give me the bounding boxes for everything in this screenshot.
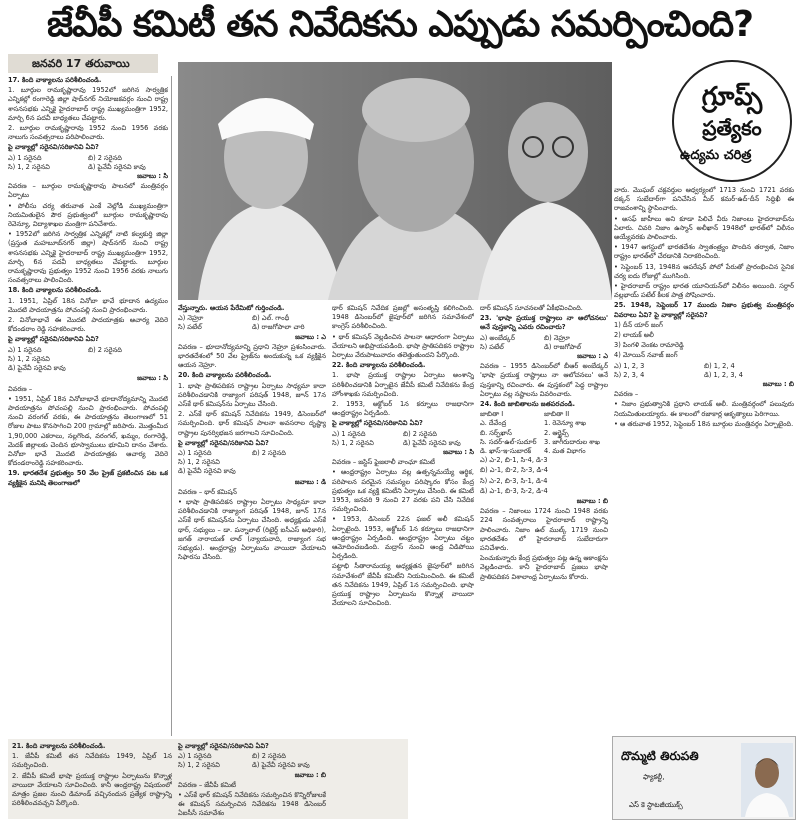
body-text: 1) దీన్ యార్ జంగ్ [614, 320, 663, 329]
body-text: వారు. మొఘల్ చక్రవర్తుల ఆధ్వర్యంలో 1713 నుంచి 1721 వరకు దక్కన్ సుబేదార్‌గా పనిచేసిన మీర్ కమర్-ఉద్-దీన్ సిద్దిఖీ ఈ రాజవంశాన్ని స్థాపించారు. [614, 186, 794, 213]
option: సి) పటేల్ [480, 342, 504, 351]
option: డి. ఖాస్-ఇ-సుబారక్ [480, 447, 532, 456]
option: 2. ఆర్ఖైవ్స్ [544, 428, 569, 437]
question-text: పై వాక్యాల్లో సరైనవి/సరికానివి ఏవి? [332, 419, 423, 428]
option: ఎ) 1 సరైనది [8, 345, 42, 354]
answer-options [178, 449, 326, 458]
option: బి) 1, 2, 4 [704, 361, 735, 370]
body-text: • 1952లో జరిగిన సార్వత్రిక ఎన్నికల్లో నాటి కల్వకుర్తి జిల్లా (ప్రస్తుత మహబూబ్‌నగర్ జిల్లా) షాద్‌నగర్ నుంచి రాష్ట్ర శాసనసభకు ఎన్నికై హైదరాబాద్ రాష్ట్ర ముఖ్యమంత్రిగా 1952, మార్చి 6న పదవీ బాధ్యతలు చేపట్టారు. బూర్గుల రామకృష్ణారావు ప్రభుత్వం 1952 నుంచి 1956 వరకు నాలుగు సంవత్సరాలు పాలించింది. [8, 230, 168, 285]
answer-options [480, 429, 608, 438]
body-text: 1. బూర్గుల రామకృష్ణారావు 1952లో జరిగిన సార్వత్రిక ఎన్నికల్లో రంగారెడ్డి జిల్లా షాద్‌నగర్ నియోజకవర్గం నుంచి రాష్ట్ర శాసనసభకు ఎన్నికై హైదరాబాద్ రాష్ట్ర ముఖ్యమంత్రిగా 1952, మార్చి 6న పదవీ బాధ్యతలు చేపట్టారు. [8, 86, 168, 122]
column-3 [178, 304, 326, 736]
answer-options [8, 154, 168, 163]
option: ఎ) అంబేడ్కర్ [480, 333, 515, 342]
body-text: వివరణ – నిజాంలు 1724 నుంచి 1948 వరకు 224 సంవత్సరాలు హైదరాబాద్ రాష్ట్రాన్ని పాలించారు. నిజాం ఉల్ ముల్క్ 1719 నుంచి భారతదేశం లో హైదరాబాద్ సుబేదారుగా పనిచేశారు. [480, 507, 608, 553]
option [88, 355, 168, 364]
option: 1. రెవెన్యూ శాఖ [544, 419, 586, 428]
leaders-photo [178, 62, 612, 300]
question-21 [12, 742, 172, 818]
question-text: 20. కింది వాక్యాలను పరిశీలించండి. [178, 371, 272, 380]
answer-options [332, 439, 474, 448]
body-text: పట్టాభి సీతారామయ్య అధ్యక్షతన జైపూర్‌లో జరిగిన సమావేశంలో జేవీపీ కమిటీని నియమించింది. ఈ కమిటీ తన నివేదికను 1949, ఏప్రిల్ 1న సమర్పించింది. భాషా ప్రయుక్త రాష్ట్రాల ఏర్పాటును కొన్నాళ్ల వాయిదా వేయాలని సూచించింది. [332, 562, 474, 608]
body-text: పెంచుకున్నారు కేంద్ర ప్రభుత్వం పట్ల ఉన్న ఆకాంక్షను వెల్లడించారు. కానీ హైదరాబాద్ ప్రజలు భాషా ప్రాతిపదికన విశాలాంధ్ర ఏర్పాటును కోరారు. [480, 554, 608, 581]
leaders-photo-illustration [178, 62, 612, 300]
body-text: • 1953, డిసెంబర్ 22న ఫజల్ అలీ కమిషన్ ఏర్పాటైంది. 1953, అక్టోబర్ 1న కర్నూలు రాజధానిగా ఆంధ్రరాష్ట్రం ఏర్పడింది. ఆంధ్రరాష్ట్రం ఏర్పాటు చట్టం ఆమోదించబడింది. మద్రాస్ నుంచి ఆంధ్ర విడిపోయి ఏర్పడింది. [332, 515, 474, 561]
answer-key: జవాబు : బి [762, 380, 794, 389]
body-text: • సెప్టెంబర్ 13, 1948న ఆపరేషన్ పోలో పేరుతో ప్రారంభించిన సైనిక చర్య ఐదు రోజుల్లో ముగిసింది. [614, 262, 794, 280]
question-21-options [178, 742, 326, 818]
column-1 [8, 76, 168, 736]
question-text: 17. కింది వాక్యాలను పరిశీలించండి. [8, 76, 102, 84]
question-text: పై వాక్యాల్లో సరైనవి/సరికానివి ఏవి? [8, 335, 99, 344]
question-text: 18. కింది వాక్యాలను పరిశీలించండి. [8, 286, 102, 295]
answer-options [178, 458, 326, 467]
author-box [612, 736, 796, 820]
option: సి) 2, 3, 4 [614, 370, 645, 379]
option: డి) పైవేవీ సరైనవి కావు [403, 438, 461, 447]
answer-key: జవాబు : ఎ [577, 352, 608, 361]
option: బి. సర్ఫ్‌ఖాస్ [480, 428, 512, 437]
option: డి) పైవేవీ సరైనవి కావు [252, 761, 310, 770]
body-text: 1. భాషా ప్రాతిపదికన రాష్ట్రాల ఏర్పాటు సాధ్యమా కాదా పరిశీలించడానికి రాజ్యాంగ పరిషత్ 1948, జూన్ 17న ఎస్‌కే థార్ కమిషన్‌ను ఏర్పాటు చేసింది. [178, 381, 326, 409]
option: బి) నెహ్రూ [544, 333, 570, 342]
option: బి) 2 సరైనది [252, 449, 286, 458]
answer-key: జవాబు : డి [294, 477, 326, 486]
body-text: వివరణ – బూర్గుల రామకృష్ణారావు పాలనలో మంత్రివర్గం ఏర్పాటు [8, 182, 168, 200]
answer-options [480, 334, 608, 343]
body-text: వివరణ – జేవీపీ కమిటీ [178, 780, 237, 789]
option: సి) 1, 2 సరైనవి [8, 354, 50, 363]
body-text: దార్ కమిషన్ సూచనలతో ఏకీభవించింది. [480, 304, 583, 312]
answer-options [480, 419, 608, 428]
badge-line-2: ప్రత్యేకం [702, 116, 762, 140]
body-text: వివరణ – థార్ కమిషన్ [178, 487, 237, 496]
answer-options [8, 346, 168, 355]
option: సి) 1, 2 సరైనవి [332, 438, 374, 447]
question-text: 22. కింది వాక్యాలను పరిశీలించండి. [332, 361, 426, 370]
groups-special-badge [672, 60, 792, 182]
option: ఎ) 1 సరైనది [178, 449, 212, 458]
author-photo [741, 743, 793, 817]
option: 4. మత విభాగం [544, 447, 586, 456]
headline: జేవీపీ కమిటీ తన నివేదికను ఎప్పుడు సమర్పించింది? [46, 4, 754, 45]
body-text: • ఆ తరువాత 1952, సెప్టెంబర్ 18న బూర్గుల మంత్రివర్గం ఏర్పాటైంది. [614, 419, 794, 428]
answer-options [8, 163, 168, 172]
option: సి) 1, 2 సరైనవి [8, 162, 50, 171]
body-text: • ఆంధ్రరాష్ట్రం ఏర్పాటు వల్ల ఉత్పన్నమయ్యే ఆర్థిక, పరిపాలన పరమైన సమస్యల పరిష్కారం కోసం కేంద్ర ప్రభుత్వం ఒక వ్యక్తి కమిటీని ఏర్పాటు చేసింది. ఈ కమిటీ 1953, జనవరి 9 నుంచి 27 వరకు పని చేసి నివేదిక సమర్పించింది. [332, 468, 474, 514]
body-text: • హైదరాబాద్ రాష్ట్రం భారత యూనియన్‌లో విలీనం అయింది. సర్దార్ వల్లభాయ్ పటేల్ కీలక పాత్ర పోషించారు. [614, 282, 794, 300]
option: 3. జాగీరుదారుల శాఖ [544, 437, 600, 446]
question-text: పై వాక్యాల్లో సరైనవి/సరికానివి ఏవి? [178, 742, 269, 750]
body-text: • నిజాం ప్రభుత్వానికి ప్రధాని లాయక్ అలీ. మంత్రివర్గంలో పలువురు నియమితులయ్యారు. ఈ కాలంలో రజాకార్ల అకృత్యాలు పెరిగాయి. [614, 400, 794, 418]
answer-options [480, 410, 608, 419]
body-text: 2. జేవీపీ కమిటీ భాషా ప్రయుక్త రాష్ట్రాల ఏర్పాటును కొన్నాళ్ల వాయిదా వేయాలని సూచించింది. కానీ ఆంధ్రరాష్ట్ర విషయంలో మాత్రం ప్రజల నుంచి డిమాండ్ వచ్చినందున ప్రత్యేక రాష్ట్రాన్ని పరిశీలించవచ్చని పేర్కొంది. [12, 771, 172, 808]
body-text: • భాషా ప్రాతిపదికన రాష్ట్రాల ఏర్పాటు సాధ్యమా కాదా పరిశీలించడానికి రాజ్యాంగ పరిషత్ 1948, జూన్ 17న ఎస్‌కే థార్ కమిషన్‌ను ఏర్పాటు చేసింది. అధ్యక్షుడు ఎస్‌కే థార్, సభ్యులు – డా. పన్నాలాల్ (రిటైర్డ్ ఐసీఎస్ అధికారి), జగత్ నారాయణ్ లాల్ (న్యాయవాది, రాజ్యాంగ సభ సభ్యుడు). ఆంధ్రరాష్ట్ర ఏర్పాటును వాయిదా వేయాలని సిఫారసు చేసింది. [178, 498, 326, 562]
body-text: • అసఫ్ జాహీలు అని కూడా పిలిచే వీరు నిజాంలు హైదరాబాద్‌ను ఏలారు. చివరి నిజాం ఉస్మాన్ అలీఖాన్ 1948లో భారత్‌లో విలీనం అయ్యేవరకు పాలించారు. [614, 214, 794, 242]
answer-options [480, 438, 608, 447]
option: ఎ) 1 సరైనది [178, 752, 212, 761]
option: బి) 2 సరైనది [403, 429, 437, 438]
column-6 [614, 186, 794, 732]
option: ఎ) 1 సరైనది [332, 429, 366, 438]
option [252, 458, 326, 467]
option: ఎ) 1 సరైనది [8, 153, 42, 162]
question-text: 23. 'భాషా ప్రయుక్త రాష్ట్రాలు నా ఆలోచనలు' అనే పుస్తకాన్ని ఎవరు రచించారు? [480, 314, 608, 332]
body-text: డి) పైవేవీ సరైనవి కావు [8, 364, 66, 373]
body-text: 1. 1951, ఏప్రిల్ 18న వినోబా భావే భూదాన ఉద్యమం మొదటి పాదయాత్రను పోచంపల్లి నుంచి ప్రారంభించారు. [8, 296, 168, 314]
answer-key: జవాబు : బి [294, 770, 326, 779]
body-text: 2. బూర్గుల రామకృష్ణారావు 1952 నుంచి 1956 వరకు నాలుగు సంవత్సరాలు పరిపాలించారు. [8, 124, 168, 142]
option: బి) 2 సరైనది [252, 752, 286, 761]
author-institute: ఎస్ కె స్టాటజీయుక్స్ [629, 801, 683, 809]
answer-key: జవాబు : సి [443, 448, 474, 457]
body-text: 4) మోయిన్ నవాజ్ జంగ్ [614, 351, 678, 360]
answer-options [332, 430, 474, 439]
body-text: 1. భాషా ప్రయుక్త రాష్ట్రాల ఏర్పాటు అంశాన్ని పరిశీలించడానికి ఏర్పాటైన జేవీపీ కమిటీ నివేదికను కేంద్ర హోంశాఖకు సమర్పించింది. [332, 371, 474, 398]
question-text: పై వాక్యాల్లో సరైనవి/సరికానివి ఏవి? [8, 143, 99, 152]
answer-options [178, 314, 326, 323]
question-text: 25. 1948, సెప్టెంబర్ 17 ముందు నిజాం ప్రభుత్వ మంత్రివర్గం వివరాలు ఏవి? పై వాక్యాల్లో సరైనవి? [614, 301, 794, 319]
body-text: ఎ) ఎ-2, బి-1, సి-4, డి-3 [480, 456, 548, 465]
option: సి) 1, 2 సరైనవి [178, 458, 220, 467]
option: ఎ. దేవేంద్ర [480, 419, 507, 428]
option: సి. సదర్-ఉల్-సుదూర్ [480, 437, 537, 446]
body-text: థార్ కమిషన్ నివేదిక ప్రజల్లో అసంతృప్తి కలిగించింది. 1948 డిసెంబర్‌లో జైపూర్‌లో జరిగిన సమావేశంలో కాంగ్రెస్ పరిశీలించింది. [332, 304, 474, 331]
body-text: 2. 1953, అక్టోబర్ 1న కర్నూలు రాజధానిగా ఆంధ్రరాష్ట్రం ఏర్పడింది. [332, 400, 474, 418]
column-4 [332, 304, 474, 814]
option: సి) 1, 2 సరైనవి [178, 761, 220, 770]
answer-options [480, 343, 608, 352]
body-text: డి) పైవేవీ సరైనవి కావు [178, 467, 236, 476]
answer-key: జవాబు : బి [576, 497, 608, 506]
body-text: 2. వినోబాభావే ఈ మొదటి పాదయాత్రకు ఆచార్య వెదిరె కోదండరాం రెడ్డి సహకరించారు. [8, 316, 168, 334]
body-text: 2) లాయక్ అలీ [614, 331, 654, 340]
option: డి) రాజగోపాల్ [544, 342, 582, 351]
option: డి) 1, 2, 3, 4 [704, 370, 743, 379]
answer-options [178, 752, 326, 761]
option: డి) పైవేవీ సరైనవి కావు [88, 162, 146, 171]
author-name: దొమ్మటి తిరుపతి [621, 749, 699, 763]
option: ఎ) 1, 2, 3 [614, 361, 645, 370]
badge-line-3: ఉద్యమ చరిత్ర [680, 148, 752, 163]
answer-options [614, 371, 794, 380]
continuation-tag: జనవరి 17 తరువాయి [8, 54, 158, 73]
body-text: 3) పింగళి వెంకట రామారెడ్డి [614, 341, 684, 350]
column-5 [480, 304, 608, 814]
body-text: • ఎస్‌కే థార్ కమిషన్ నివేదికను సమర్పించిన కొన్నిరోజులకే ఈ కమిషన్ సమర్పించిన నివేదికను 1948 డిసెంబర్ ఏఐసీసీ సమావేశం [178, 791, 326, 818]
answer-options [178, 761, 326, 770]
option: బి) 2 సరైనది [88, 345, 122, 354]
body-text: బి) ఎ-1, బి-2, సి-3, డి-4 [480, 466, 548, 475]
body-text: డి) ఎ-1, బి-3, సి-2, డి-4 [480, 486, 548, 495]
answer-options [178, 323, 326, 332]
body-text: వివరణ – 1955 డిసెంబర్‌లో బీఆర్ అంబేడ్కర్ 'భాషా ప్రయుక్త రాష్ట్రాలు నా ఆలోచనలు' అనే పుస్తకాన్ని రచించారు. ఈ పుస్తకంలో పెద్ద రాష్ట్రాల ఏర్పాటు వల్ల నష్టాలను వివరించారు. [480, 362, 608, 398]
body-text: సి) ఎ-2, బి-3, సి-1, డి-4 [480, 476, 548, 485]
column-divider [171, 76, 172, 736]
question-text: 21. కింది వాక్యాలను పరిశీలించండి. [12, 742, 106, 750]
option: జాబితా I [480, 410, 504, 419]
answer-key: జవాబు : సి [137, 374, 168, 383]
body-text: • థార్ కమిషన్ వెల్లడించిన పాలనా ఆధారంగా ఏర్పాటు చేయాలని అభిప్రాయపడింది. భాషా ప్రాతిపదికన రాష్ట్రాల ఏర్పాటు వేరుపాటువాదం తలెత్తుతుందని పేర్కొంది. [332, 332, 474, 360]
answer-options [8, 355, 168, 364]
question-text: వేస్తున్నారు. ఆయన పేరేమిటో గుర్తించండి. [178, 304, 285, 312]
option: సి) పటేల్ [178, 323, 202, 332]
body-text: • పోలీసు చర్య తరువాత ఎంకే వెల్లోడి ముఖ్యమంత్రిగా నియమితులైన పౌర ప్రభుత్వంలో బూర్గుల రామకృష్ణారావు రెవెన్యూ, విద్యాశాఖల మంత్రిగా పనిచేశారు. [8, 201, 168, 229]
option: బి) ఎల్. గాంధీ [252, 314, 290, 323]
question-text: పై వాక్యాల్లో సరైనవి/సరికానివి ఏవి? [178, 438, 269, 447]
question-text: 19. భారతదేశ ప్రభుత్వం 50 వేల ప్రైజ్ ప్రకటించిన పట ఒక వ్యక్తికైన మనిషి తెలంగాణలో [8, 469, 168, 487]
answer-key: జవాబు : ఎ [295, 332, 326, 341]
author-role: ఫ్యాకల్టీ, [643, 773, 665, 781]
body-text: • 1947 ఆగస్టులో భారతదేశం స్వాతంత్ర్యం పొందిన తర్వాత, నిజాం రాష్ట్రం భారత్‌లో చేరడానికి నిరాకరించింది. [614, 243, 794, 261]
body-text: వివరణ – [8, 384, 33, 393]
body-text: వివరణ – జస్టిస్ ఫైజలాలీ వాంఛూ కమిటీ [332, 458, 435, 467]
body-text: 1. జేవీపీ కమిటీ తన నివేదికను 1949, ఏప్రిల్ 1న సమర్పించింది. [12, 752, 172, 770]
body-text: 2. ఎస్‌కే థార్ కమిషన్ నివేదికను 1949, డిసెంబర్‌లో సమర్పించింది. థార్ కమిషన్ పాలనా అవసరాల దృష్ట్యా రాష్ట్రాల పునర్విభజన జరగాలని సూచించింది. [178, 410, 326, 437]
body-text: వివరణ – [614, 390, 639, 399]
answer-key: జవాబు : సి [137, 172, 168, 181]
body-text: • 1951, ఏప్రిల్ 18న వినోబాభావే భూదానోద్యమాన్ని మొదటి పాదయాత్రను పోచంపల్లి నుంచి ప్రారంభించారు. పోచంపల్లి నుంచి వరంగల్ వరకు, ఈ పాదయాత్రను తెలంగాణలో 51 రోజుల పాటు కొనసాగించి 200 గ్రామాల్లో జరిపారు. మొత్తంమీద 1,90,000 ఎకరాలు, నల్లగొండ, వరంగల్, ఖమ్మం, రంగారెడ్డి, మెదక్ జిల్లాలకు చెందిన భూస్వాములు భూమిని దానం చేశారు. వినోబా భావే మొదటి పాదయాత్రకు ఆచార్య వెదిరె కోదండరాంరెడ్డి సహకరించారు. [8, 394, 168, 468]
question-text: 24. కింది జాబితాలను జతపరచండి. [480, 400, 576, 409]
body-text: వివరణ – భూదానోద్యమాన్ని ప్రధాని నెహ్రూ ప్రశంసించారు. భారతదేశంలో 50 వేల ప్రైజ్‌ను అందుకున్న ఒక వ్యక్తికైన ఆయన నెహ్రూ. [178, 342, 326, 370]
badge-line-1: గ్రూప్స్ [701, 82, 763, 112]
option: డి) రాజగోపాలా చారి [252, 323, 305, 332]
option: ఎ) నెహ్రూ [178, 314, 204, 323]
option: బి) 2 సరైనది [88, 153, 122, 162]
answer-options [480, 447, 608, 456]
answer-options [614, 362, 794, 371]
option: జాబితా II [544, 410, 570, 419]
